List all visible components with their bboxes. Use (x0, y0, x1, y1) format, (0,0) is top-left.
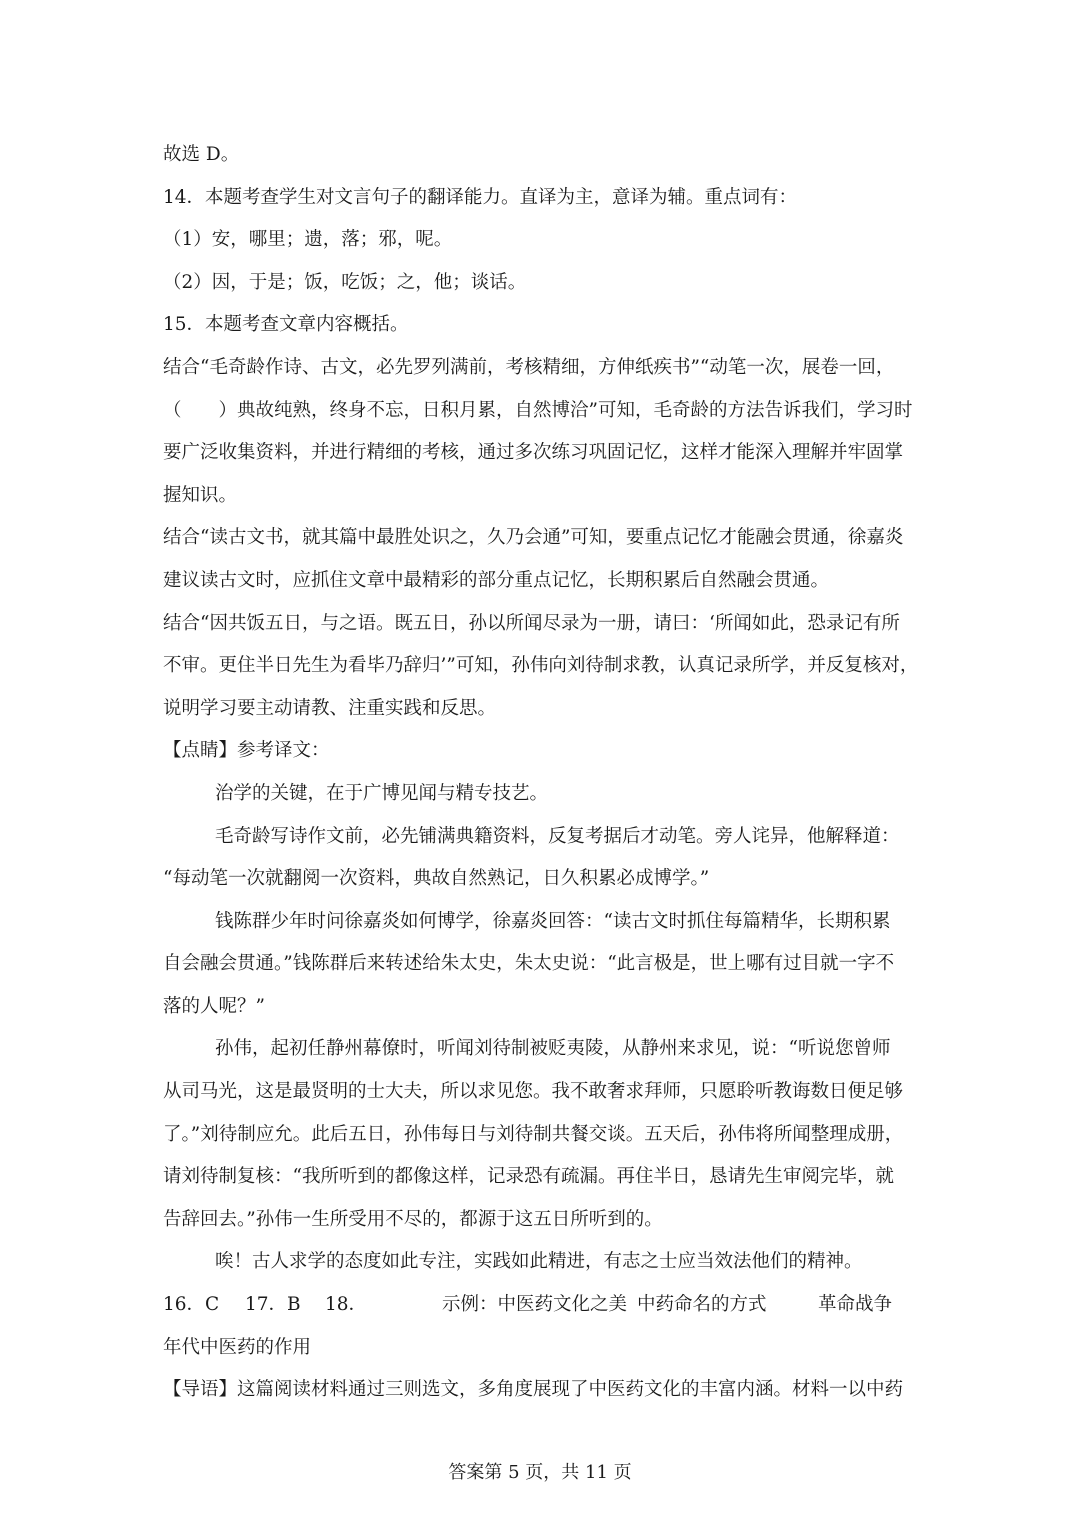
answer-18-example: 示例：中医药文化之美 (442, 1294, 628, 1316)
answer-17: 17．B (245, 1294, 301, 1316)
translation-line: 钱陈群少年时问徐嘉炎如何博学，徐嘉炎回答：“读古文时抓住每篇精华，长期积累 (215, 910, 891, 932)
translation-line: 孙伟，起初任静州幕僚时，听闻刘待制被贬夷陵，从静州来求见，说：“听说您曾师 (215, 1038, 891, 1060)
text-line: （2）因，于是；饭，吃饭；之，他；谈话。 (163, 271, 527, 293)
text-line: 不审。更住半日先生为看毕乃辞归’”可知，孙伟向刘待制求教，认真记录所学，并反复核对， (163, 655, 919, 677)
text-line: 15．本题考查文章内容概括。 (163, 314, 409, 336)
translation-line: 了。”刘待制应允。此后五日，孙伟每日与刘待制共餐交谈。五天后，孙伟将所闻整理成册， (163, 1123, 904, 1145)
text-line: （1）安，哪里；遗，落；邪，呢。 (163, 229, 453, 251)
answer-16: 16．C (163, 1294, 220, 1316)
text-line: 要广泛收集资料，并进行精细的考核，通过多次练习巩固记忆，这样才能深入理解并牢固掌 (163, 442, 904, 464)
text-line: 故选 D。 (163, 144, 240, 165)
translation-line: 落的人呢？” (163, 995, 265, 1017)
translation-line: 唉！古人求学的态度如此专注，实践如此精进，有志之士应当效法他们的精神。 (215, 1251, 863, 1273)
translation-line: 请刘待制复核：“我所听到的都像这样，记录恐有疏漏。再住半日，恳请先生审阅完毕，就 (163, 1166, 894, 1188)
spacer (596, 1284, 637, 1327)
translation-line: 从司马光，这是最贤明的士大夫，所以求见您。我不敢奢求拜师，只愿聆听教诲数日便足够 (163, 1081, 904, 1103)
spacer (802, 1284, 818, 1327)
answer-18-item2: 中药命名的方式 (637, 1294, 767, 1316)
text-line: 年代中医药的作用 (163, 1336, 312, 1358)
text-line: 说明学习要主动请教、注重实践和反思。 (163, 697, 497, 719)
text-line: 握知识。 (163, 484, 238, 506)
answer-18-item3: 革命战争 (818, 1294, 893, 1316)
answers-row (163, 1284, 923, 1327)
translation-line: 告辞回去。”孙伟一生所受用不尽的，都源于这五日所听到的。 (163, 1208, 663, 1230)
section-heading: 【点睛】参考译文： (163, 740, 330, 762)
text-line: （ ）典故纯熟，终身不忘，日积月累，自然博洽”可知，毛奇龄的方法告诉我们，学习时 (163, 399, 913, 421)
text-line: 结合“因共饭五日，与之语。既五日，孙以所闻尽录为一册，请曰：‘所闻如此，恐录记有所 (163, 612, 900, 634)
answer-18: 18． (325, 1294, 368, 1316)
text-line: 结合“毛奇龄作诗、古文，必先罗列满前，考核精细，方伸纸疾书”“动笔一次，展卷一回， (163, 356, 895, 378)
translation-line: 毛奇龄写诗作文前，必先铺满典籍资料，反复考据后才动笔。旁人诧异，他解释道： (215, 825, 900, 847)
text-line: 建议读古文时，应抓住文章中最精彩的部分重点记忆，长期积累后自然融会贯通。 (163, 569, 830, 591)
translation-line: 治学的关键，在于广博见闻与精专技艺。 (215, 782, 549, 804)
text-line: 14．本题考查学生对文言句子的翻译能力。直译为主，意译为辅。重点词有： (163, 186, 798, 208)
guide-line: 【导语】这篇阅读材料通过三则选文，多角度展现了中医药文化的丰富内涵。材料一以中药 (163, 1379, 904, 1401)
page-footer: 答案第 5 页，共 11 页 (448, 1462, 632, 1483)
spacer (402, 1284, 442, 1327)
translation-line: 自会融会贯通。”钱陈群后来转述给朱太史，朱太史说：“此言极是，世上哪有过目就一字不 (163, 953, 895, 975)
answer-content (163, 134, 923, 1412)
translation-line: “每动笔一次就翻阅一次资料，典故自然熟记，日久积累必成博学。” (163, 868, 710, 890)
text-line: 结合“读古文书，就其篇中最胜处识之，久乃会通”可知，要重点记忆才能融会贯通，徐嘉炎 (163, 527, 904, 549)
